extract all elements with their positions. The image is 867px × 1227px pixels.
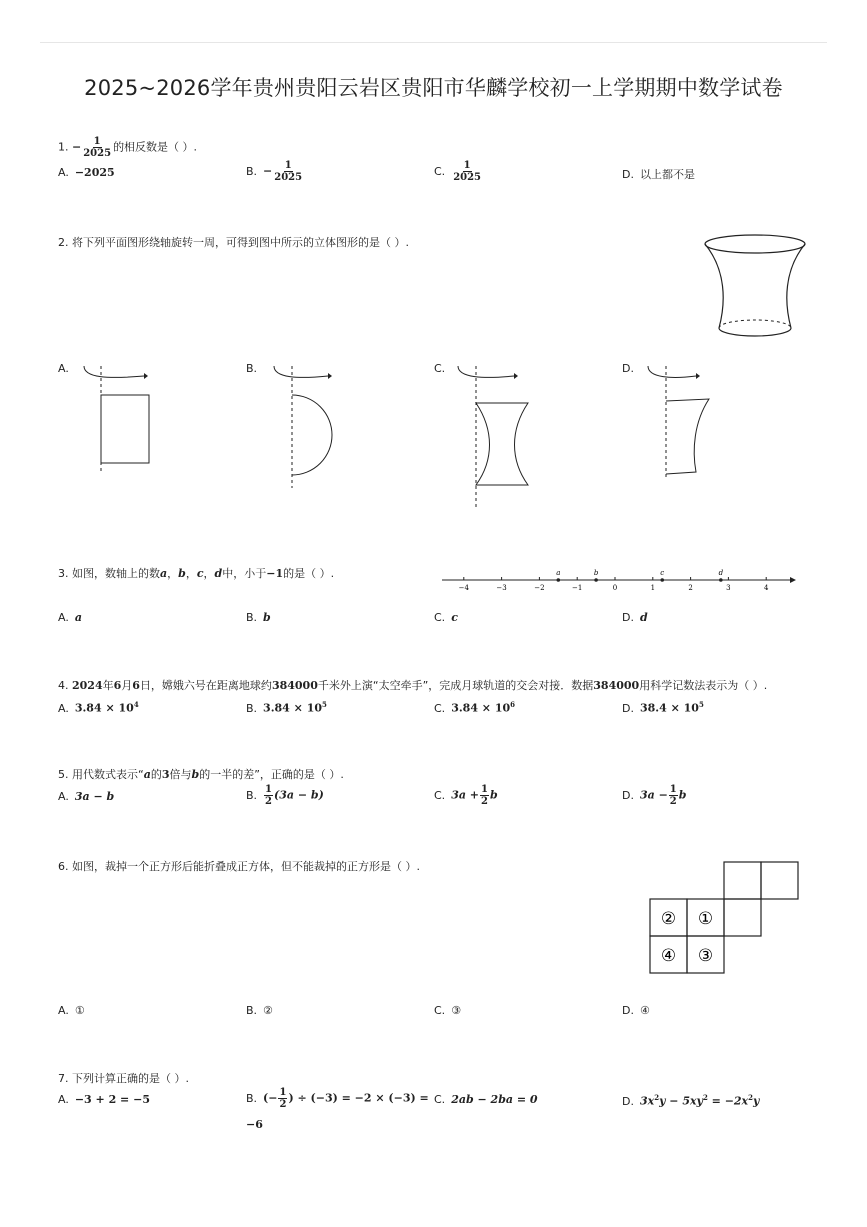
option-part: y (753, 1094, 760, 1108)
q5-option-d[interactable] (622, 784, 686, 807)
var-b: b (191, 768, 200, 781)
net-label-3: ③ (697, 946, 714, 966)
var-a: a (160, 567, 168, 580)
q3-sep: ， (203, 567, 215, 580)
q2-option-b-label[interactable]: B. (246, 362, 258, 375)
arrow-head-icon (514, 373, 518, 379)
option-value: b (263, 611, 271, 624)
q2-option-b-figure[interactable] (268, 362, 348, 492)
option-label: B. (246, 788, 258, 802)
var-a: a (143, 768, 151, 781)
q5-option-b[interactable] (246, 784, 324, 807)
q4-month: 6 (113, 679, 122, 692)
option-part: y − 5xy (659, 1094, 703, 1108)
option-part: 3x (639, 1094, 655, 1108)
option-base: 3.84 × 10 (263, 701, 323, 715)
option-value: ④ (639, 1004, 650, 1017)
q4-t4: 千米外上演“太空牵手”，完成月球轨道的交会对接．数据 (317, 679, 594, 692)
q3-option-c[interactable] (434, 611, 458, 624)
q7-option-d[interactable] (622, 1093, 759, 1108)
q4-number: 384000 (593, 679, 640, 692)
fraction-numerator: 1 (279, 1087, 287, 1098)
q1-option-d[interactable] (622, 166, 695, 182)
header-divider (40, 42, 827, 43)
option-base: 3.84 × 10 (74, 701, 134, 715)
option-rest: b (678, 788, 687, 802)
option-value: c (451, 611, 458, 624)
option-value: a (74, 611, 82, 624)
option-label: D. (622, 701, 634, 715)
q1-option-b[interactable] (246, 160, 304, 183)
option-value: ② (263, 1004, 273, 1017)
q3-sep: ， (185, 567, 197, 580)
option-exponent: 2 (748, 1093, 753, 1102)
option-fraction (264, 784, 273, 807)
q1-option-a[interactable] (58, 166, 115, 179)
number-line-tick-label: 0 (612, 584, 618, 592)
q4-option-c[interactable] (434, 700, 515, 715)
net-square (724, 862, 761, 899)
option-exponent: 6 (510, 700, 516, 709)
q5-pre: 5. 用代数式表示“ (58, 768, 144, 781)
q1-option-c[interactable] (434, 160, 483, 183)
option-value: ① (74, 1004, 85, 1017)
net-label-2: ② (660, 909, 677, 929)
q4-t5: 用科学记数法表示为（ ）. (639, 679, 768, 692)
q5-t2: 倍与 (169, 768, 192, 781)
option-label: C. (434, 164, 446, 178)
net-label-4: ④ (660, 946, 677, 966)
option-value: 以上都不是 (639, 168, 695, 181)
q4-number: 384000 (271, 679, 318, 692)
question-1-neg: − (72, 140, 82, 154)
option-base: 3.84 × 10 (451, 701, 511, 715)
number-line-point-label: a (556, 569, 561, 577)
fraction-numerator: 1 (669, 784, 677, 795)
half-curve-shape (666, 399, 709, 474)
option-label: A. (58, 611, 69, 624)
number-line-point-c (660, 578, 664, 582)
question-7-text: 7. 下列计算正确的是（ ）. (58, 1072, 189, 1085)
q7-option-a[interactable] (58, 1093, 150, 1106)
rotation-arrow-icon (274, 366, 328, 377)
solid-bottom-back (719, 320, 791, 328)
q3-post: 的是（ ）. (283, 567, 335, 580)
number-line-point-a (557, 578, 561, 582)
q6-option-d[interactable] (622, 1004, 650, 1017)
rotation-arrow-icon (648, 366, 696, 377)
solid-bottom-front (719, 328, 791, 336)
option-label: D. (622, 788, 634, 802)
net-label-1: ① (697, 909, 714, 929)
q4-day: 6 (132, 679, 140, 692)
question-1-text: 的相反数是（ ）. (113, 140, 198, 154)
option-label: D. (622, 168, 634, 181)
fraction-denominator: 2 (265, 796, 273, 807)
q2-option-c-label[interactable]: C. (434, 362, 446, 375)
q4-option-d[interactable] (622, 700, 704, 715)
question-5-text (58, 766, 344, 782)
number-line-tick-label: −2 (534, 584, 545, 592)
q6-option-c[interactable] (434, 1004, 461, 1017)
option-label: C. (434, 611, 446, 624)
option-label: C. (434, 1093, 446, 1106)
question-1-fraction (82, 136, 112, 159)
option-base: 38.4 × 10 (639, 701, 699, 715)
q2-option-a-label[interactable]: A. (58, 362, 69, 375)
option-rest: b (489, 788, 498, 802)
option-exponent: 5 (698, 700, 704, 709)
option-fraction (480, 784, 489, 807)
q6-option-a[interactable] (58, 1004, 85, 1017)
q7-option-c[interactable] (434, 1093, 538, 1106)
option-rest: ) ÷ (−3) = −2 × (−3) = (288, 1091, 429, 1105)
var-c: c (196, 567, 204, 580)
option-pre: 3a − (639, 788, 668, 802)
option-value: −2025 (74, 166, 115, 179)
q2-option-d-label[interactable]: D. (622, 362, 634, 375)
option-label: A. (58, 166, 69, 179)
option-open: (− (263, 1091, 278, 1105)
question-2-text: 2. 将下列平面图形绕轴旋转一周，可得到图中所示的立体图形的是（ ）. (58, 236, 409, 249)
option-label: C. (434, 788, 446, 802)
option-exponent: 2 (702, 1093, 708, 1102)
q2-option-d-figure[interactable] (642, 362, 722, 482)
number-line-tick-label: 2 (688, 584, 693, 592)
option-value: 2ab − 2ba = 0 (451, 1093, 538, 1106)
option-label: B. (246, 1091, 258, 1105)
arrow-head-icon (696, 373, 700, 379)
number-line-point-label: b (593, 569, 599, 577)
q2-option-c-figure[interactable] (454, 362, 534, 512)
fraction-denominator: 2 (481, 796, 488, 807)
option-value: −3 + 2 = −5 (74, 1093, 150, 1106)
q3-sep: ， (167, 567, 179, 580)
option-value: d (639, 611, 648, 624)
fraction-denominator: 2 (669, 796, 677, 807)
number-line-tick-label: 4 (763, 584, 769, 592)
q3-pre: 3. 如图，数轴上的数 (58, 567, 160, 580)
option-label: A. (58, 1093, 69, 1106)
option-label: C. (434, 701, 446, 715)
q4-t1: 年 (102, 679, 114, 692)
option-value: ③ (451, 1004, 462, 1017)
option-label: B. (246, 164, 258, 178)
question-1-number: 1. (58, 140, 69, 154)
fraction-numerator: 1 (265, 784, 273, 795)
q4-t3: 日，嫦娥六号在距离地球约 (139, 679, 272, 692)
option-part: = −2x (707, 1094, 749, 1108)
option-label: A. (58, 790, 69, 803)
number-line-tick-label: 3 (726, 584, 731, 592)
var-b: b (178, 567, 186, 580)
number-line-point-d (719, 578, 723, 582)
option-label: A. (58, 1004, 69, 1017)
option-label: B. (246, 611, 258, 624)
arrow-head-icon (328, 373, 332, 379)
q4-option-b[interactable] (246, 700, 327, 715)
page-title: 2025~2026学年贵州贵阳云岩区贵阳市华麟学校初一上学期期中数学试卷 (84, 76, 783, 100)
fraction-denominator: 2025 (274, 172, 303, 183)
number-line-point-label: d (718, 569, 724, 577)
option-fraction (669, 784, 678, 807)
q3-option-a[interactable] (58, 611, 82, 624)
option-fraction (273, 160, 303, 183)
q5-t3: 的一半的差”，正确的是（ ）. (199, 768, 344, 781)
q4-pre: 4. (58, 679, 72, 692)
option-exponent: 5 (322, 700, 327, 709)
question-4-text (58, 677, 767, 693)
var-d: d (214, 567, 223, 580)
option-label: B. (246, 701, 258, 715)
option-pre: 3a + (451, 788, 480, 802)
number-line-point-b (594, 578, 598, 582)
q3-option-d[interactable] (622, 611, 648, 624)
option-fraction (278, 1087, 287, 1110)
fraction-numerator: 1 (481, 784, 488, 795)
q3-mid: 中，小于 (222, 567, 267, 580)
option-label: A. (58, 701, 69, 715)
number-line-tick-label: −4 (458, 584, 469, 592)
fraction-numerator: 1 (284, 160, 292, 171)
solid-figure (700, 230, 812, 348)
q4-option-a[interactable] (58, 700, 139, 715)
q2-option-a-figure[interactable] (78, 362, 158, 474)
question-1 (58, 136, 197, 159)
option-rest: (3a − b) (274, 788, 324, 802)
question-3-text (58, 565, 334, 581)
solid-top-rim (705, 235, 805, 253)
concave-shape (476, 403, 528, 485)
q5-three: 3 (161, 768, 170, 781)
fraction-denominator: 2 (279, 1099, 287, 1110)
option-exponent: 2 (654, 1093, 660, 1102)
question-6-text: 6. 如图，裁掉一个正方形后能折叠成正方体，但不能裁掉的正方形是（ ）. (58, 860, 420, 873)
option-label: D. (622, 1004, 634, 1017)
option-fraction (452, 160, 482, 183)
solid-left-side (705, 244, 723, 328)
q5-option-a[interactable] (58, 790, 114, 803)
q4-t2: 月 (121, 679, 133, 692)
option-label: D. (622, 1094, 634, 1108)
number-line-arrow-icon (790, 577, 796, 583)
q7-option-b[interactable] (246, 1087, 429, 1110)
option-neg: − (263, 164, 273, 178)
fraction-numerator: 1 (463, 160, 471, 171)
number-line-tick-label: 1 (650, 584, 656, 592)
semicircle-shape (292, 395, 332, 475)
q4-year: 2024 (72, 679, 103, 692)
fraction-denominator: 2025 (83, 148, 112, 159)
arrow-head-icon (144, 373, 148, 379)
rotation-arrow-icon (84, 366, 144, 377)
q5-option-c[interactable] (434, 784, 498, 807)
q5-t1: 的 (150, 768, 162, 781)
number-line-tick-label: −1 (572, 584, 583, 592)
number-line-tick-label: −3 (496, 584, 507, 592)
option-value: 3a − b (74, 790, 115, 803)
rotation-arrow-icon (458, 366, 514, 377)
q3-option-b[interactable] (246, 611, 271, 624)
rectangle-shape (101, 395, 149, 463)
option-exponent: 4 (133, 700, 139, 709)
q3-val: −1 (266, 567, 284, 580)
net-square (761, 862, 798, 899)
number-line-point-label: c (660, 569, 665, 577)
net-square (724, 899, 761, 936)
solid-right-side (787, 244, 805, 328)
q7-option-b-line2: −6 (246, 1118, 263, 1131)
cube-net-figure (648, 860, 802, 976)
option-label: B. (246, 1004, 258, 1017)
fraction-denominator: 2025 (453, 172, 482, 183)
number-line (438, 564, 800, 598)
q6-option-b[interactable] (246, 1004, 273, 1017)
option-label: C. (434, 1004, 446, 1017)
option-label: D. (622, 611, 634, 624)
fraction-numerator: 1 (93, 136, 101, 147)
